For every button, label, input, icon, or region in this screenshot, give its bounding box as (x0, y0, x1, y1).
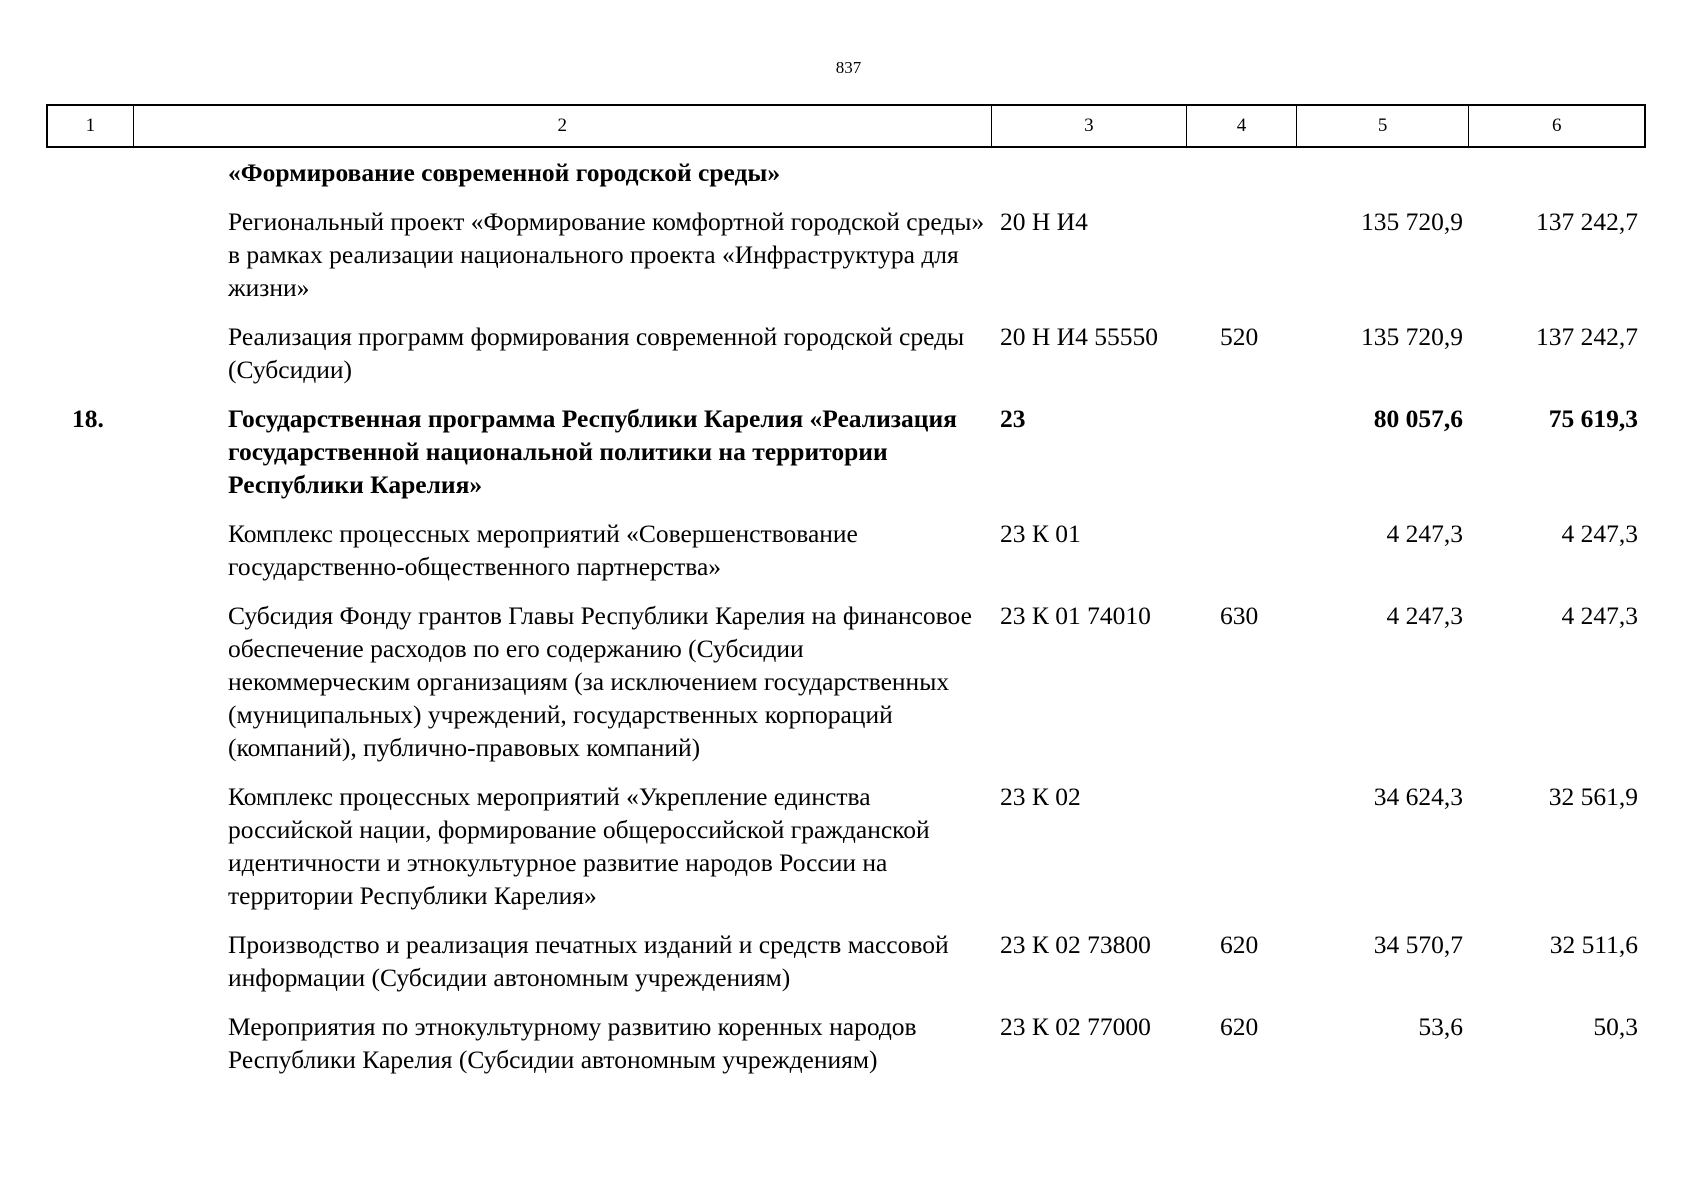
row-code (992, 156, 1188, 189)
row-code: 23 К 01 (1000, 519, 1081, 548)
row-amount-year2: 75 619,3 (1548, 404, 1638, 433)
row-amount-year2 (1471, 156, 1646, 189)
row-amount-year2: 4 247,3 (1561, 601, 1638, 630)
header-col-2: 2 (134, 106, 992, 146)
row-code: 23 К 01 74010 (1000, 601, 1151, 630)
row-amount-year1: 53,6 (1418, 1012, 1463, 1041)
row-number: 18. (72, 404, 104, 433)
table-row (46, 780, 1646, 912)
row-number (46, 1010, 132, 1076)
row-number (46, 928, 132, 994)
header-col-5: 5 (1297, 106, 1470, 146)
row-code: 23 (1000, 404, 1026, 433)
row-number (46, 205, 132, 304)
table-row (46, 517, 1646, 583)
row-code: 20 Н И4 (1000, 207, 1088, 236)
row-expense-type: 630 (1220, 601, 1259, 630)
table-body (46, 148, 1646, 1076)
row-amount-year2: 32 511,6 (1549, 930, 1638, 959)
row-name: Субсидия Фонду грантов Главы Республики Карелия на финансовое обеспечение расходов по его содержанию (Субсидии некоммерческим организациям (за исключением государственных (муниципальных) учреждений, государственных корпораций (компаний), публично-правовых компаний) (228, 601, 972, 762)
row-amount-year1: 135 720,9 (1361, 207, 1463, 236)
table-row (46, 1010, 1646, 1076)
row-number (46, 780, 132, 912)
row-expense-type: 520 (1220, 322, 1259, 351)
row-amount-year1: 4 247,3 (1386, 601, 1463, 630)
row-name: Региональный проект «Формирование комфортной городской среды» в рамках реализации национального проекта «Инфраструктура для жизни» (228, 207, 985, 302)
table-row (46, 156, 1646, 189)
row-number (46, 320, 132, 386)
row-expense-type (1188, 402, 1298, 501)
row-amount-year2: 137 242,7 (1536, 322, 1638, 351)
row-code: 20 Н И4 55550 (1000, 322, 1158, 351)
row-amount-year1: 135 720,9 (1361, 322, 1463, 351)
table-row (46, 599, 1646, 764)
row-amount-year1: 34 570,7 (1373, 930, 1463, 959)
row-amount-year2: 32 561,9 (1548, 782, 1638, 811)
row-name: Комплекс процессных мероприятий «Совершенствование государственно-общественного партнерства» (228, 519, 858, 581)
row-amount-year1: 34 624,3 (1373, 782, 1463, 811)
row-expense-type (1188, 780, 1298, 912)
row-name: Государственная программа Республики Карелия «Реализация государственной национальной политики на территории Республики Карелия» (228, 404, 957, 499)
row-name: Реализация программ формирования современной городской среды (Субсидии) (228, 322, 965, 384)
row-number (46, 599, 132, 764)
row-expense-type (1188, 156, 1298, 189)
row-amount-year2: 50,3 (1593, 1012, 1638, 1041)
header-col-1: 1 (48, 106, 134, 146)
row-code: 23 К 02 77000 (1000, 1012, 1151, 1041)
row-name: Производство и реализация печатных изданий и средств массовой информации (Субсидии автономным учреждениям) (228, 930, 949, 992)
row-amount-year2: 137 242,7 (1536, 207, 1638, 236)
row-amount-year1: 80 057,6 (1373, 404, 1463, 433)
row-amount-year2: 4 247,3 (1561, 519, 1638, 548)
row-name: «Формирование современной городской среды» (228, 158, 781, 187)
table-row (46, 205, 1646, 304)
row-amount-year1: 4 247,3 (1386, 519, 1463, 548)
row-expense-type (1188, 517, 1298, 583)
page-number: 837 (835, 58, 862, 77)
row-amount-year1 (1298, 156, 1471, 189)
header-col-3: 3 (992, 106, 1188, 146)
row-name: Мероприятия по этнокультурному развитию коренных народов Республики Карелия (Субсидии автономным учреждениям) (228, 1012, 917, 1074)
row-code: 23 К 02 73800 (1000, 930, 1151, 959)
row-expense-type: 620 (1220, 930, 1259, 959)
table-row (46, 320, 1646, 386)
header-col-4: 4 (1187, 106, 1297, 146)
row-expense-type (1188, 205, 1298, 304)
row-name: Комплекс процессных мероприятий «Укрепление единства российской нации, формирование общероссийской гражданской идентичности и этнокультурное развитие народов России на территории Республики Карелия» (228, 782, 930, 910)
row-expense-type: 620 (1220, 1012, 1259, 1041)
header-col-6: 6 (1551, 115, 1562, 136)
table-header-row (46, 104, 1646, 148)
row-number (46, 156, 132, 189)
table-row (46, 928, 1646, 994)
table-row (46, 402, 1646, 501)
row-number (46, 517, 132, 583)
row-code: 23 К 02 (1000, 782, 1081, 811)
